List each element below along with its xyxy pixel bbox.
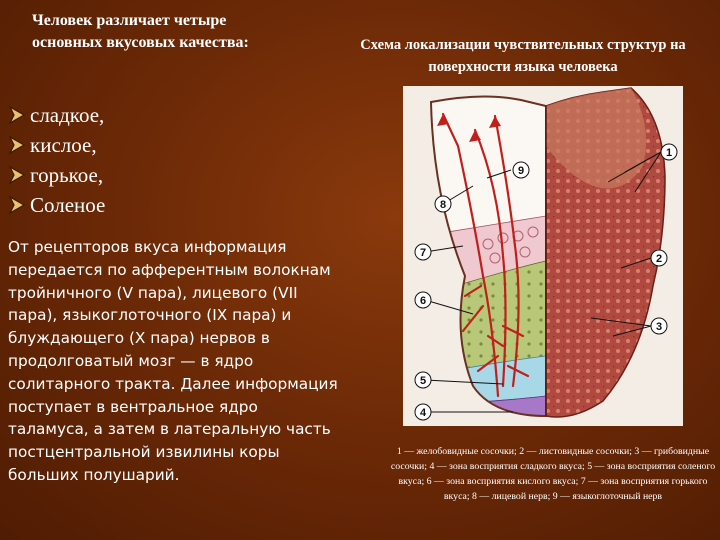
taste-label: сладкое, — [30, 102, 105, 127]
arrow-bullet-icon — [8, 135, 26, 155]
taste-label: Соленое — [30, 192, 106, 217]
svg-text:5: 5 — [419, 375, 427, 387]
heading: Человек различает четыре основных вкусовых качества: — [32, 12, 249, 51]
marker-9 — [513, 162, 529, 178]
svg-text:9: 9 — [517, 165, 525, 177]
taste-item-sour — [8, 130, 105, 160]
svg-text:7: 7 — [419, 247, 427, 259]
arrow-bullet-icon — [8, 105, 26, 125]
taste-item-sweet — [8, 100, 105, 130]
svg-text:2: 2 — [655, 253, 663, 265]
tongue-svg — [403, 86, 683, 426]
taste-label: горькое, — [30, 162, 104, 187]
marker-5 — [415, 372, 431, 388]
arrow-bullet-icon — [8, 195, 26, 215]
svg-text:4: 4 — [419, 407, 427, 419]
taste-label: кислое, — [30, 132, 97, 157]
marker-3 — [651, 318, 667, 334]
arrow-bullet-icon — [8, 165, 26, 185]
taste-item-salty — [8, 190, 105, 220]
svg-text:1: 1 — [665, 147, 673, 159]
svg-text:3: 3 — [655, 321, 663, 333]
marker-4 — [415, 404, 431, 420]
taste-list — [8, 100, 105, 220]
diagram-caption: 1 — желобовидные сосочки; 2 — листовидные сосочки; 3 — грибовидные сосочки; 4 — зона восприятия сладкого вкуса; 5 — зона восприятия соленого вкуса; 6 — зона восприятия кислого вкуса; 7 — зона восприятия горького вкуса; 8 — лицевой нерв; 9 — языкоглоточный нерв — [390, 446, 716, 502]
taste-item-bitter — [8, 160, 105, 190]
diagram-title: Схема локализации чувствительных структур на поверхности языка человека — [360, 37, 686, 75]
tongue-diagram — [403, 86, 683, 426]
sweet-zone — [423, 396, 546, 426]
svg-text:6: 6 — [419, 295, 427, 307]
marker-1 — [661, 144, 677, 160]
marker-2 — [651, 250, 667, 266]
nerve-pathway-paragraph: От рецепторов вкуса информация передается по афферентным волокнам тройничного (V пара), лицевого (VII пара), языкоглоточного (IX пара) и блуждающего (X пара) нервов в продолговатый мозг — в ядро солитарного тракта. Далее информация поступает в вентральное ядро таламуса, а затем в латеральную часть постцентральной извилины коры больших полушарий. — [8, 238, 338, 484]
marker-7 — [415, 244, 431, 260]
marker-6 — [415, 292, 431, 308]
marker-8 — [435, 196, 451, 212]
svg-text:8: 8 — [439, 199, 447, 211]
